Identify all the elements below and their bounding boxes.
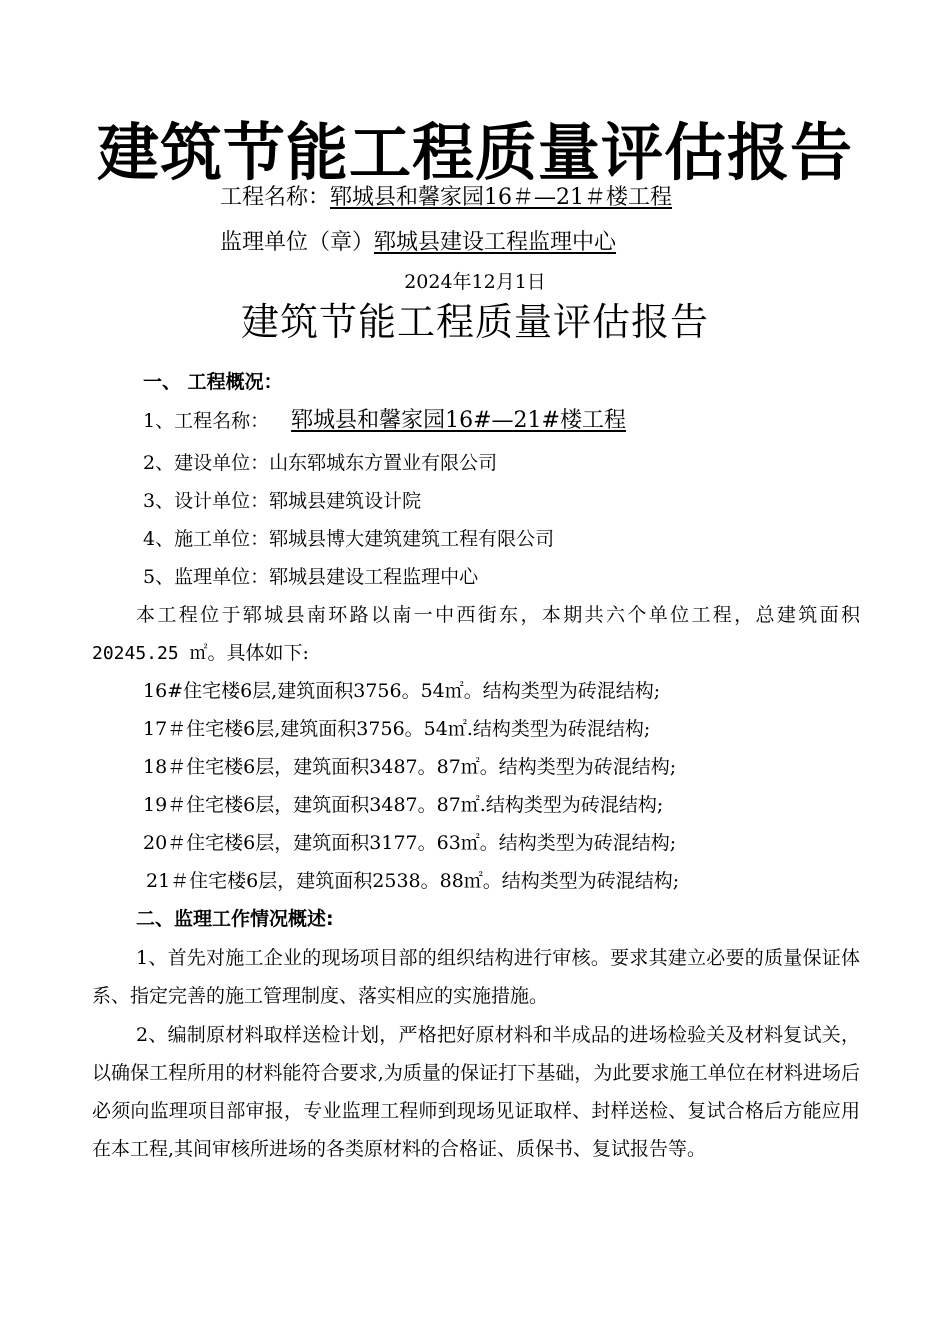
supervisor-line — [220, 228, 616, 258]
building-line: 19＃住宅楼6层，建筑面积3487。87㎡.结构类型为砖混结构; — [143, 794, 664, 816]
overview-item-label: 1、工程名称： — [143, 410, 270, 432]
building-line: 16#住宅楼6层,建筑面积3756。54㎡。结构类型为砖混结构; — [143, 680, 661, 702]
work-paragraph-2: 2、编制原材料取样送检计划，严格把好原材料和半成品的进场检验关及材料复试关，以确保工程所用的材料能符合要求,为质量的保证打下基础，为此要求施工单位在材料进场后必须向监理项目部审报，专业监理工程师到现场见证取样、封样送检、复试合格后方能应用在本工程,其间审核所进场的各类原材料的合格证、质保书、复试报告等。 — [92, 1024, 860, 1160]
overview-item-label: 5、监理单位： — [143, 566, 270, 588]
overview-item-label: 2、建设单位： — [143, 452, 270, 474]
overview-item-value: 郓城县建筑设计院 — [269, 490, 422, 512]
overview-item-value: 郓城县和馨家园16#—21#楼工程 — [291, 408, 626, 433]
building-line: 21＃住宅楼6层，建筑面积2538。88㎡。结构类型为砖混结构; — [146, 870, 680, 892]
intro-text: 本工程位于郓城县南环路以南一中西街东，本期共六个单位工程，总建筑面积 — [136, 604, 860, 626]
section2-heading: 二、监理工作情况概述: — [136, 908, 334, 930]
overview-item-label: 4、施工单位： — [143, 528, 270, 550]
project-name-value: 郓城县和馨家园16＃—21＃楼工程 — [330, 185, 673, 210]
supervisor-label: 监理单位（章） — [220, 230, 375, 255]
overview-item-value: 郓城县博大建筑建筑工程有限公司 — [269, 528, 555, 550]
report-date: 2024年12月1日 — [404, 271, 546, 293]
supervisor-value: 郓城县建设工程监理中心 — [374, 230, 617, 255]
building-line: 20＃住宅楼6层，建筑面积3177。63㎡。结构类型为砖混结构; — [143, 832, 677, 854]
report-title: 建筑节能工程质量评估报告 — [240, 300, 709, 344]
intro-text-end: 。具体如下: — [207, 642, 309, 664]
overview-item-value: 山东郓城东方置业有限公司 — [269, 452, 498, 474]
work-paragraph-1: 1、首先对施工企业的现场项目部的组织结构进行审核。要求其建立必要的质量保证体系、指定完善的施工管理制度、落实相应的实施措施。 — [92, 947, 860, 1007]
overview-item-label: 3、设计单位： — [143, 490, 270, 512]
overview-item-designer — [143, 487, 421, 515]
overview-item-builder — [143, 449, 497, 477]
overview-item-supervisor — [143, 563, 478, 591]
cover-title: 建筑节能工程质量评估报告 — [96, 116, 853, 189]
overview-item-project-name — [143, 406, 626, 436]
section1-heading: 一、 工程概况： — [143, 371, 283, 393]
overview-item-contractor — [143, 525, 554, 553]
building-line: 18＃住宅楼6层，建筑面积3487。87㎡。结构类型为砖混结构; — [143, 756, 677, 778]
building-line: 17＃住宅楼6层,建筑面积3756。54㎡.结构类型为砖混结构; — [143, 718, 651, 740]
project-name-label: 工程名称： — [220, 185, 331, 210]
overview-item-value: 郓城县建设工程监理中心 — [269, 566, 479, 588]
intro-total-area: 20245.25 ㎡ — [92, 643, 208, 664]
project-intro-paragraph — [92, 596, 860, 673]
project-name-line — [220, 183, 672, 213]
